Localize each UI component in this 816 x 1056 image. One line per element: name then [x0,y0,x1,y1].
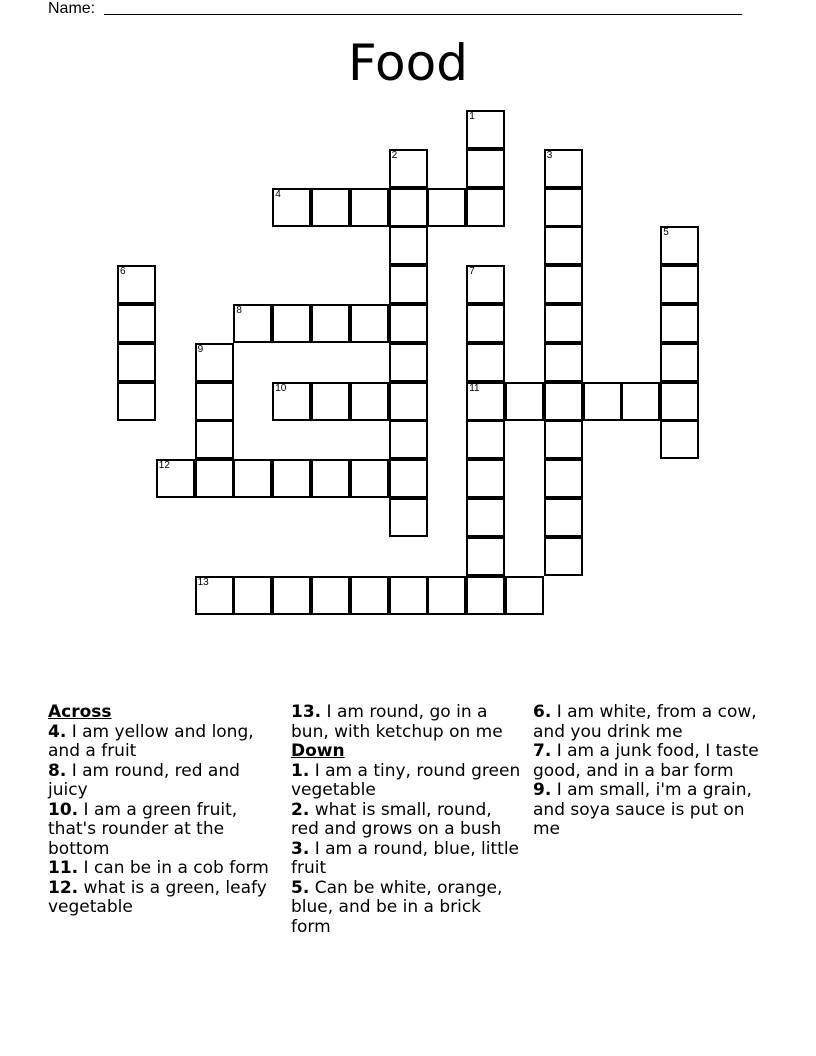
cell-number: 8 [236,305,242,316]
crossword-cell[interactable] [195,576,234,615]
cell-number: 9 [197,343,204,355]
crossword-cell[interactable] [427,188,466,227]
clue-column-1 [48,703,280,918]
clue-column-3 [533,703,765,840]
clue-across-4: 4. I am yellow and long, and a fruit [48,721,254,761]
crossword-cell[interactable] [466,343,505,382]
crossword-cell[interactable] [389,420,428,459]
crossword-cell[interactable] [389,498,428,537]
crossword-cell[interactable] [272,188,311,227]
crossword-cell[interactable] [350,576,389,615]
across-heading: Across [48,702,112,722]
crossword-cell[interactable] [466,459,505,498]
crossword-cell[interactable] [466,110,505,149]
crossword-cell[interactable] [156,459,195,498]
crossword-cell[interactable] [660,226,699,265]
crossword-cell[interactable] [544,265,583,304]
crossword-cell[interactable] [195,382,234,421]
crossword-cell[interactable] [544,420,583,459]
crossword-cell[interactable] [427,576,466,615]
crossword-cell[interactable] [505,382,544,421]
crossword-cell[interactable] [117,382,156,421]
crossword-cell[interactable] [195,420,234,459]
cell-number: 1 [469,111,475,122]
clue-down-3: 3. I am a round, blue, little fruit [291,838,520,878]
crossword-cell[interactable] [544,304,583,343]
crossword-cell[interactable] [389,265,428,304]
cell-number: 5 [663,227,669,239]
crossword-cell[interactable] [233,304,272,343]
clue-across-12: 12. what is a green, leafy vegetable [48,877,267,917]
crossword-cell[interactable] [389,304,428,343]
cell-number: 13 [197,576,209,588]
crossword-cell[interactable] [466,265,505,304]
crossword-cell[interactable] [350,188,389,227]
crossword-cell[interactable] [195,343,234,382]
clue-across-13: 13. I am round, go in a bun, with ketchup on me [291,702,503,742]
crossword-cell[interactable] [660,304,699,343]
crossword-cell[interactable] [272,382,311,421]
crossword-cell[interactable] [233,459,272,498]
crossword-cell[interactable] [389,149,428,188]
crossword-cell[interactable] [389,576,428,615]
crossword-cell[interactable] [544,343,583,382]
crossword-cell[interactable] [505,576,544,615]
down-heading: Down [291,741,345,761]
crossword-cell[interactable] [466,420,505,459]
clue-column-2 [291,703,523,937]
clue-down-5: 5. Can be white, orange, blue, and be in a brick form [291,877,503,937]
cell-number: 10 [275,382,287,394]
crossword-cell[interactable] [272,304,311,343]
clue-down-7: 7. I am a junk food, I taste good, and in a bar form [533,741,759,781]
crossword-cell[interactable] [311,188,350,227]
crossword-cell[interactable] [660,265,699,304]
crossword-cell[interactable] [583,382,622,421]
crossword-cell[interactable] [544,537,583,576]
crossword-cell[interactable] [466,188,505,227]
clue-down-1: 1. I am a tiny, round green vegetable [291,760,521,800]
cell-number: 4 [275,188,281,200]
crossword-cell[interactable] [350,304,389,343]
crossword-cell[interactable] [466,576,505,615]
cell-number: 6 [120,266,126,278]
crossword-cell[interactable] [544,188,583,227]
cell-number: 11 [469,382,480,394]
crossword-cell[interactable] [195,459,234,498]
cell-number: 2 [391,149,398,161]
crossword-cell[interactable] [311,382,350,421]
crossword-cell[interactable] [660,343,699,382]
crossword-cell[interactable] [311,459,350,498]
crossword-cell[interactable] [466,304,505,343]
crossword-cell[interactable] [117,265,156,304]
crossword-cell[interactable] [350,382,389,421]
page-title: Food [348,34,468,92]
crossword-cell[interactable] [544,149,583,188]
crossword-cell[interactable] [389,459,428,498]
crossword-cell[interactable] [544,498,583,537]
crossword-cell[interactable] [544,226,583,265]
crossword-cell[interactable] [389,382,428,421]
clue-across-10: 10. I am a green fruit, that's rounder at the bottom [48,799,238,859]
crossword-cell[interactable] [389,226,428,265]
crossword-cell[interactable] [621,382,660,421]
clue-down-9: 9. I am small, i'm a grain, and soya sauce is put on me [533,780,752,839]
crossword-cell[interactable] [389,188,428,227]
crossword-cell[interactable] [117,343,156,382]
crossword-cell[interactable] [117,304,156,343]
crossword-cell[interactable] [466,382,505,421]
name-label: Name: [48,0,96,17]
cell-number: 3 [546,149,553,161]
crossword-cell[interactable] [311,576,350,615]
crossword-cell[interactable] [466,149,505,188]
crossword-cell[interactable] [544,459,583,498]
crossword-cell[interactable] [660,420,699,459]
clue-across-8: 8. I am round, red and juicy [48,760,240,800]
crossword-cell[interactable] [466,498,505,537]
cell-number: 7 [469,266,475,278]
clue-down-2: 2. what is small, round, red and grows on a bush [291,799,502,839]
crossword-cell[interactable] [272,576,311,615]
crossword-cell[interactable] [660,382,699,421]
clue-across-11: 11. I can be in a cob form [48,858,269,878]
crossword-cell[interactable] [350,459,389,498]
cell-number: 12 [158,460,170,472]
crossword-cell[interactable] [544,382,583,421]
crossword-cell[interactable] [466,537,505,576]
crossword-cell[interactable] [389,343,428,382]
clue-down-6: 6. I am white, from a cow, and you drink me [533,702,757,742]
crossword-cell[interactable] [311,304,350,343]
crossword-cell[interactable] [233,576,272,615]
crossword-cell[interactable] [272,459,311,498]
